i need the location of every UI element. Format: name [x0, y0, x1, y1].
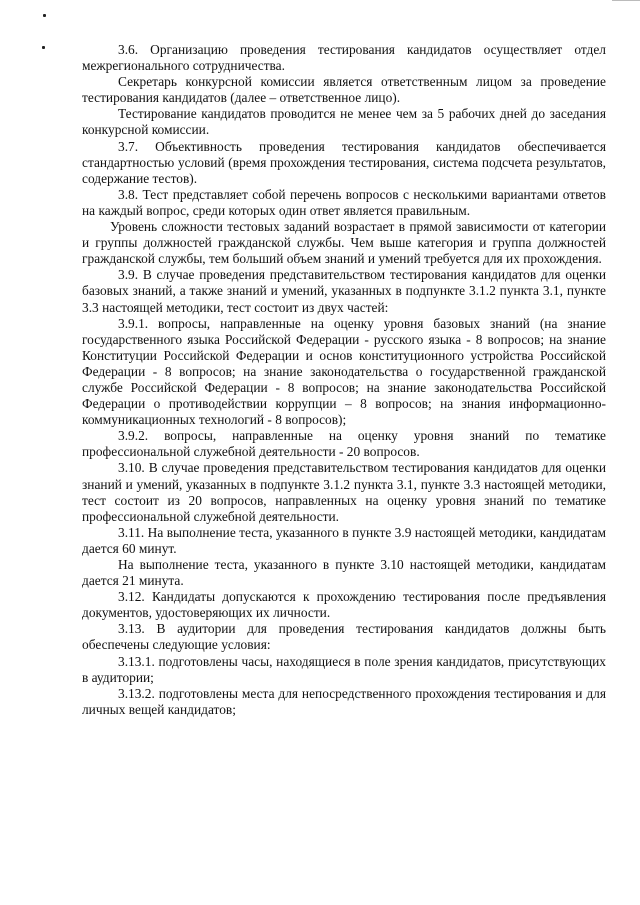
paragraph-3-11: 3.11. На выполнение теста, указанного в пункте 3.9 настоящей методики, кандидатам дается 60 минут. [82, 524, 606, 556]
paragraph-3-13-1: 3.13.1. подготовлены часы, находящиеся в поле зрения кандидатов, присутствующих в аудитории; [82, 653, 606, 685]
paragraph-secretary: Секретарь конкурсной комиссии является ответственным лицом за проведение тестирования кандидатов (далее – ответственное лицо). [82, 74, 606, 106]
paragraph-3-13: 3.13. В аудитории для проведения тестирования кандидатов должны быть обеспечены следующие условия: [82, 621, 606, 653]
paragraph-3-9-1: 3.9.1. вопросы, направленные на оценку уровня базовых знаний (на знание государственного языка Российской Федерации - русского языка - 8 вопросов; на знание Конституции Российской Федерации и основ конституционного устройства Российской Федерации - 8 вопросов; на знание законодательства о государственной гражданской службе Российской Федерации - 8 вопросов; на знание законодательства Российской Федерации о противодействии коррупции – 8 вопросов; на знания информационно-коммуникационных технологий - 8 вопросов); [82, 315, 606, 428]
paragraph-test-time: На выполнение теста, указанного в пункте 3.10 настоящей методики, кандидатам дается 21 минута. [82, 557, 606, 589]
scan-speck [43, 14, 46, 17]
paragraph-testing-deadline: Тестирование кандидатов проводится не менее чем за 5 рабочих дней до заседания конкурсной комиссии. [82, 106, 606, 138]
paragraph-3-13-2: 3.13.2. подготовлены места для непосредственного прохождения тестирования и для личных вещей кандидатов; [82, 685, 606, 717]
paragraph-3-7: 3.7. Объективность проведения тестирования кандидатов обеспечивается стандартностью условий (время прохождения тестирования, система подсчета результатов, содержание тестов). [82, 138, 606, 186]
paragraph-difficulty: Уровень сложности тестовых заданий возрастает в прямой зависимости от категории и группы должностей гражданской службы. Чем выше категория и группа должностей гражданской службы, тем больший объем знаний и умений требуется для их прохождения. [82, 219, 606, 267]
page-edge-line [612, 0, 640, 1]
paragraph-3-12: 3.12. Кандидаты допускаются к прохождению тестирования после предъявления документов, удостоверяющих их личности. [82, 589, 606, 621]
paragraph-3-6: 3.6. Организацию проведения тестирования кандидатов осуществляет отдел межрегионального сотрудничества. [82, 42, 606, 74]
document-body [82, 42, 606, 718]
scan-speck [42, 46, 45, 49]
paragraph-3-9: 3.9. В случае проведения представительством тестирования кандидатов для оценки базовых знаний, а также знаний и умений, указанных в подпункте 3.1.2 пункта 3.1, пункте 3.3 настоящей методики, тест состоит из двух частей: [82, 267, 606, 315]
paragraph-3-8: 3.8. Тест представляет собой перечень вопросов с несколькими вариантами ответов на каждый вопрос, среди которых один ответ является правильным. [82, 186, 606, 218]
paragraph-3-10: 3.10. В случае проведения представительством тестирования кандидатов для оценки знаний и умений, указанных в подпункте 3.1.2 пункта 3.1, пункте 3.3 настоящей методики, тест состоит из 20 вопросов, направленных на оценку уровня знаний по тематике профессиональной служебной деятельности. [82, 460, 606, 524]
paragraph-3-9-2: 3.9.2. вопросы, направленные на оценку уровня знаний по тематике профессиональной служебной деятельности - 20 вопросов. [82, 428, 606, 460]
